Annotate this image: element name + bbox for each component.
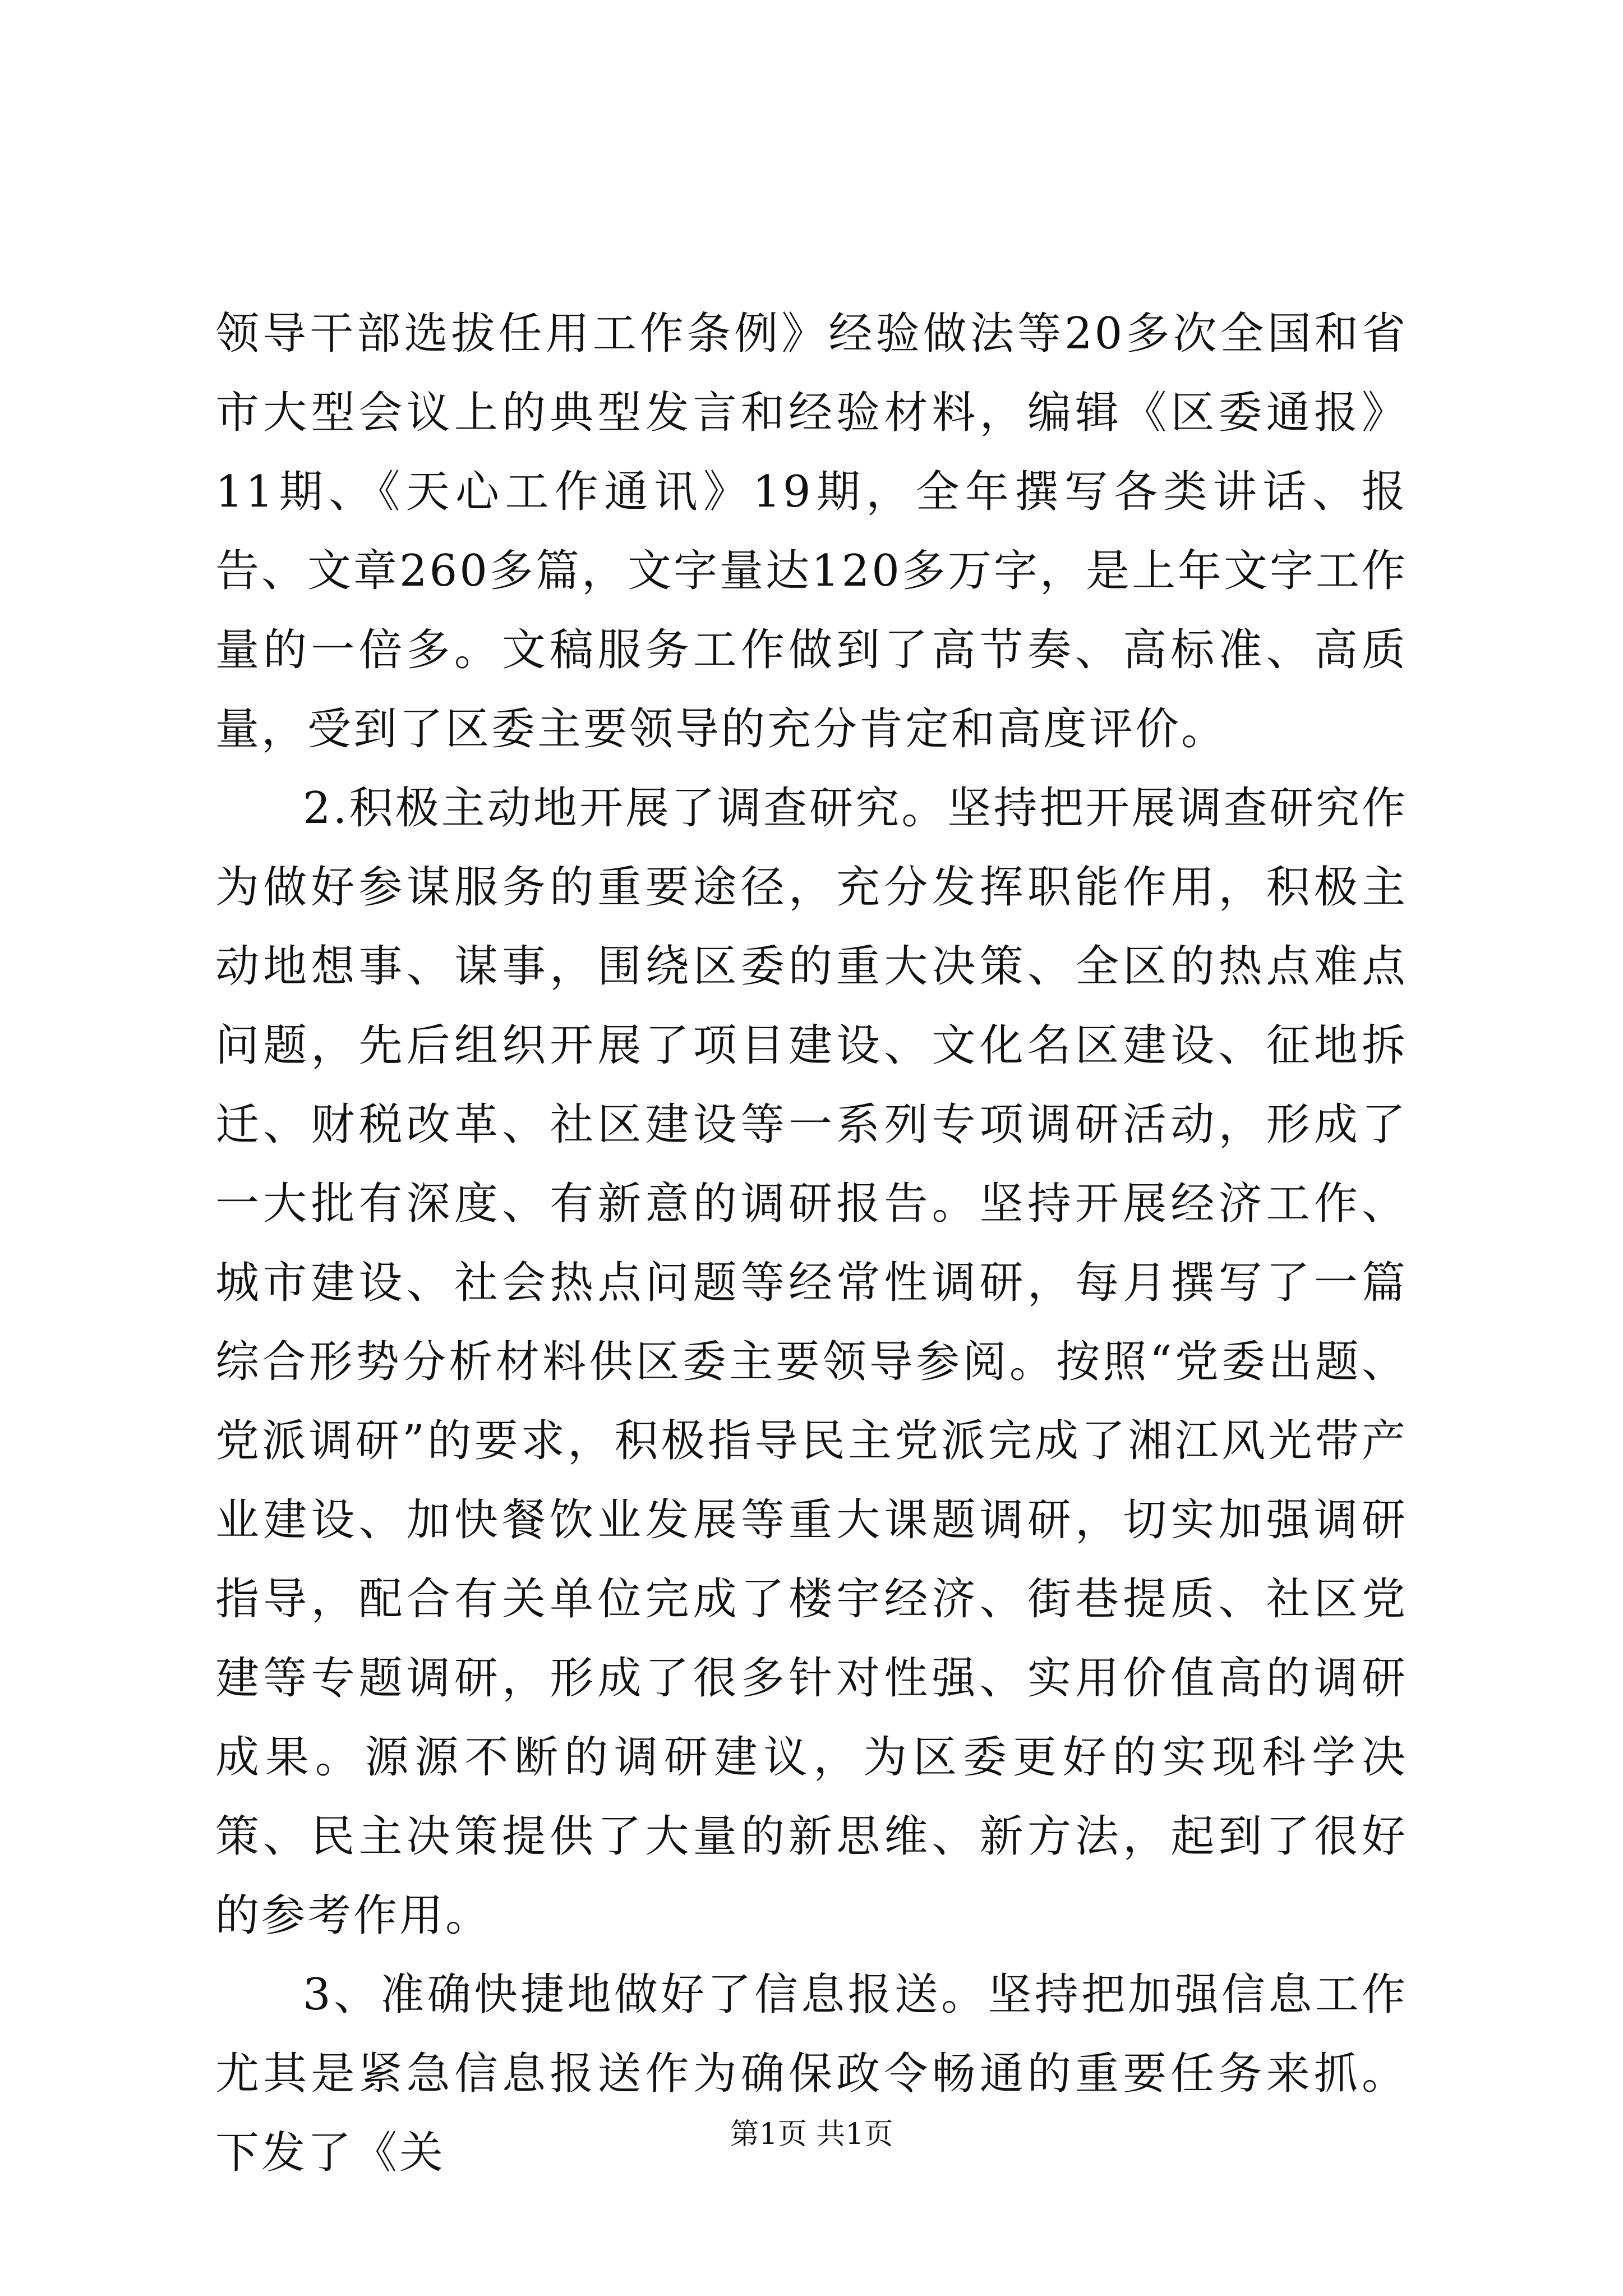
paragraph-research: 2.积极主动地开展了调查研究。坚持把开展调查研究作为做好参谋服务的重要途径，充分发挥职能作用，积极主动地想事、谋事，围绕区委的重大决策、全区的热点难点问题，先后组织开展了项目建设、文化名区建设、征地拆迁、财税改革、社区建设等一系列专项调研活动，形成了一大批有深度、有新意的调研报告。坚持开展经济工作、城市建设、社会热点问题等经常性调研，每月撰写了一篇综合形势分析材料供区委主要领导参阅。按照“党委出题、党派调研”的要求，积极指导民主党派完成了湘江风光带产业建设、加快餐饮业发展等重大课题调研，切实加强调研指导，配合有关单位完成了楼宇经济、街巷提质、社区党建等专题调研，形成了很多针对性强、实用价值高的调研成果。源源不断的调研建议，为区委更好的实现科学决策、民主决策提供了大量的新思维、新方法，起到了很好的参考作用。 — [215, 783, 1408, 1941]
document-body — [215, 295, 1408, 2193]
page-footer: 第1页 共1页 — [730, 2118, 893, 2151]
paragraph-continuation: 领导干部选拔任用工作条例》经验做法等20多次全国和省市大型会议上的典型发言和经验材料，编辑《区委通报》11期、《天心工作通讯》19期，全年撰写各类讲话、报告、文章260多篇，文字量达120多万字，是上年文字工作量的一倍多。文稿服务工作做到了高节奏、高标准、高质量，受到了区委主要领导的充分肯定和高度评价。 — [215, 309, 1408, 754]
paragraph-information: 3、准确快捷地做好了信息报送。坚持把加强信息工作尤其是紧急信息报送作为确保政令畅通的重要任务来抓。下发了《关 — [215, 1970, 1408, 2178]
